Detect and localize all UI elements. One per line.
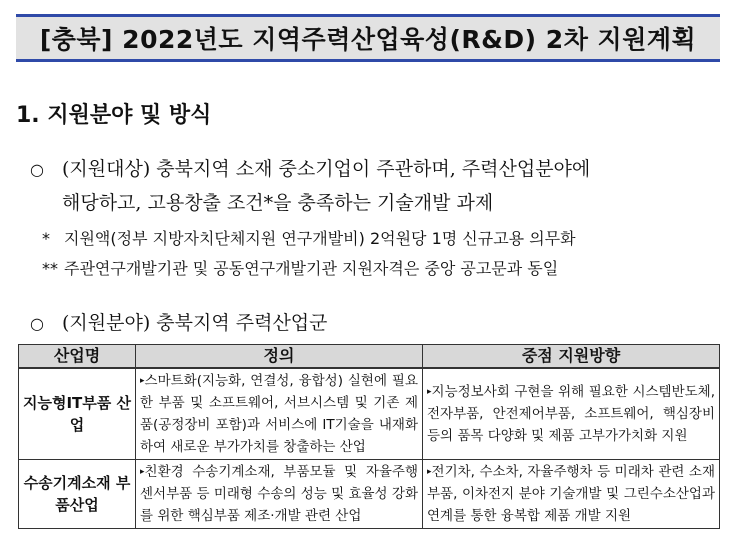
title-box (16, 14, 720, 62)
definition-text: 친환경 수송기계소재, 부품모듈 및 자율주행 센서부품 등 미래형 수송의 성능 및 효율성 강화를 위한 핵심부품 제조·개발 관련 산업 (140, 464, 418, 524)
table-row (19, 460, 720, 529)
direction-text: 전기차, 수소차, 자율주행차 등 미래차 관련 소재부품, 이차전지 분야 기술개발 및 그린수소산업과 연계를 통한 융복합 제품 개발 지원 (427, 464, 715, 524)
triangle-bullet-icon: ▸ (427, 387, 432, 397)
field-paragraph (30, 308, 328, 335)
industry-definition (136, 460, 423, 529)
header-direction: 중점 지원방향 (423, 345, 720, 369)
triangle-bullet-icon: ▸ (427, 467, 432, 477)
circle-bullet-icon: ○ (30, 314, 44, 333)
field-text: (지원분야) 충북지역 주력산업군 (62, 312, 328, 334)
support-direction (423, 368, 720, 460)
note-2-text: 주관연구개발기관 및 공동연구개발기관 지원자격은 중앙 공고문과 동일 (64, 259, 559, 278)
target-text-line1: (지원대상) 충북지역 소재 중소기업이 주관하며, 주력산업분야에 (62, 158, 591, 180)
target-paragraph-line1 (30, 154, 590, 181)
triangle-bullet-icon: ▸ (140, 467, 145, 477)
table-row (19, 368, 720, 460)
table-header-row (19, 345, 720, 369)
industry-name: 지능형IT부품 산업 (19, 368, 136, 460)
document-title: [충북] 2022년도 지역주력산업육성(R&D) 2차 지원계획 (39, 25, 697, 54)
section-heading: 1. 지원분야 및 방식 (16, 103, 212, 128)
industry-name: 수송기계소재 부품산업 (19, 460, 136, 529)
support-direction (423, 460, 720, 529)
definition-text: 스마트화(지능화, 연결성, 융합성) 실현에 필요한 부품 및 소프트웨어, 서브시스템 및 기존 제품(공정장비 포함)과 서비스에 IT기술을 내재화하여 새로운 부가가치를 창출하는 산업 (140, 373, 418, 455)
note-1 (42, 226, 576, 249)
double-asterisk-mark: ** (42, 259, 58, 278)
header-definition: 정의 (136, 345, 423, 369)
circle-bullet-icon: ○ (30, 160, 44, 179)
industry-table (18, 344, 720, 529)
industry-definition (136, 368, 423, 460)
asterisk-mark: * (42, 229, 50, 248)
target-paragraph-line2 (62, 188, 493, 215)
header-industry: 산업명 (19, 345, 136, 369)
target-text-line2: 해당하고, 고용창출 조건*을 충족하는 기술개발 과제 (62, 192, 494, 214)
direction-text: 지능정보사회 구현을 위해 필요한 시스템반도체, 전자부품, 안전제어부품, 소프트웨어, 핵심장비 등의 품목 다양화 및 제품 고부가가치화 지원 (427, 384, 715, 444)
triangle-bullet-icon: ▸ (140, 376, 145, 386)
note-2 (42, 256, 558, 279)
note-1-text: 지원액(정부 지방자치단체지원 연구개발비) 2억원당 1명 신규고용 의무화 (64, 229, 576, 248)
